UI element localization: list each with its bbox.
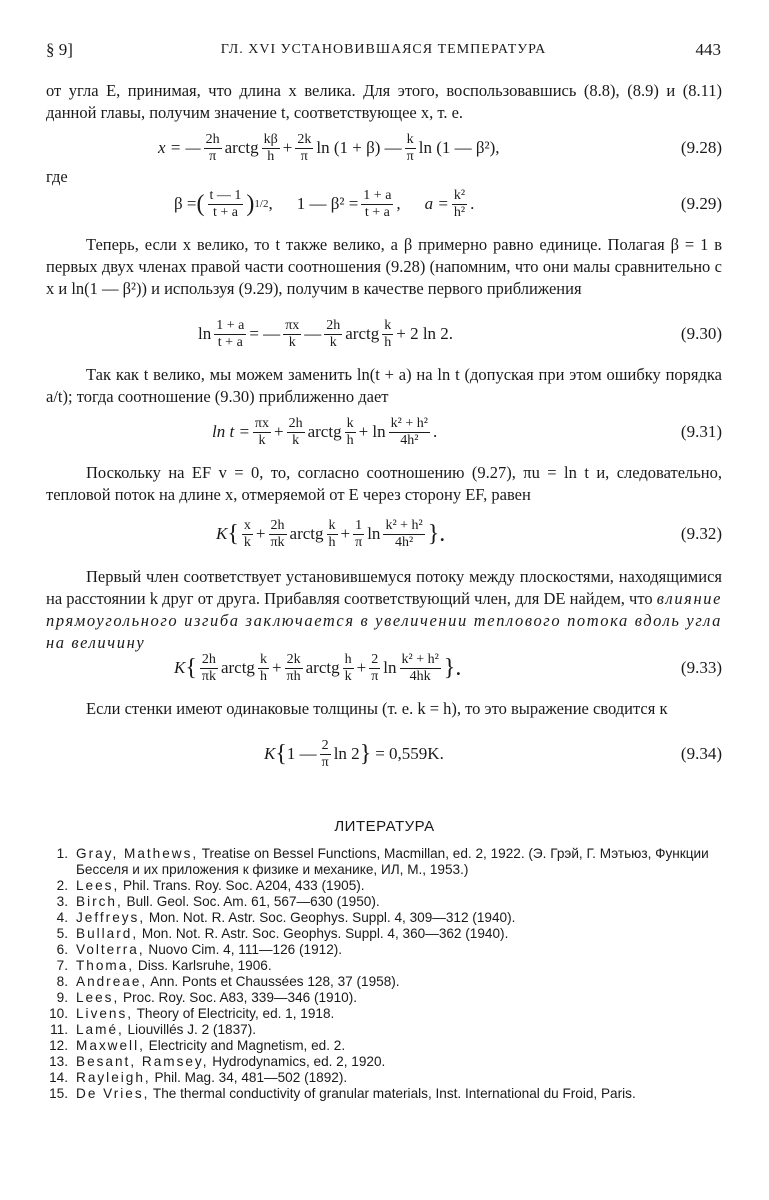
reference-item <box>46 1086 726 1102</box>
eq-term: . <box>470 194 475 213</box>
eq-term: + <box>255 524 266 543</box>
reference-number: 5. <box>56 926 68 941</box>
reference-item <box>46 894 726 910</box>
eq-term: a = <box>424 194 449 213</box>
literature-heading: ЛИТЕРАТУРА <box>334 818 435 835</box>
reference-author: Livens, <box>76 1006 134 1021</box>
eq-term: + 2 ln 2. <box>396 324 454 343</box>
exponent: 1/2 <box>254 198 269 210</box>
reference-item <box>46 942 726 958</box>
reference-author: Rayleigh, <box>76 1070 151 1085</box>
reference-author: Andreae, <box>76 974 148 989</box>
eq-term: ln (1 + β) — <box>316 138 402 157</box>
reference-text: Bull. Geol. Soc. Am. 61, 567—630 (1950). <box>122 894 380 909</box>
fraction: $\frac{1 + a}{t + a}$ <box>216 317 245 350</box>
equation-number: (9.32) <box>680 524 722 543</box>
eq-term: ln (1 — β²), <box>418 138 500 157</box>
fraction: t — 1 t + a <box>209 187 242 220</box>
eq-term: ln <box>367 524 381 543</box>
reference-number: 12. <box>49 1038 68 1053</box>
reference-number: 1. <box>56 846 68 861</box>
equation-9-29 <box>46 184 722 224</box>
fraction: $\frac{\text{k²}}{\text{h²}}$ <box>453 187 466 220</box>
reference-number: 11. <box>50 1022 68 1037</box>
reference-item <box>46 1070 726 1086</box>
eq-term: , <box>268 194 273 213</box>
equation-9-33 <box>46 648 722 688</box>
eq-term: arctg <box>307 422 342 441</box>
eq-term: ln t = <box>212 422 250 441</box>
reference-author: Lees, <box>76 878 120 893</box>
reference-text: Phil. Mag. 34, 481—502 (1892). <box>150 1070 348 1085</box>
fraction: k² + h² 4h² <box>385 517 423 550</box>
reference-number: 9. <box>56 990 68 1005</box>
reference-author: Bullard, <box>76 926 139 941</box>
section-mark: § 9] <box>46 40 73 59</box>
equation-number: (9.30) <box>680 324 722 343</box>
fraction: $\frac{2k}{\pi}$ <box>297 131 312 164</box>
equation-9-31 <box>46 412 722 452</box>
reference-number: 15. <box>49 1086 68 1101</box>
fraction: k h <box>259 651 267 684</box>
brace-left: { <box>227 521 239 547</box>
brace-right: }. <box>427 521 446 547</box>
reference-author: Birch, <box>76 894 123 909</box>
eq-term: arctg <box>224 138 259 157</box>
reference-item <box>46 1038 726 1054</box>
equation-9-28 <box>46 128 722 168</box>
reference-item <box>46 990 726 1006</box>
eq-term: + <box>356 658 367 677</box>
eq-term: + ln <box>358 422 386 441</box>
reference-author: Lamé, <box>76 1022 124 1037</box>
reference-text: Mon. Not. R. Astr. Soc. Geophys. Suppl. 4, 309—312 (1940). <box>145 910 516 925</box>
emphasized-text: влияние прямоугольного изгиба заключается в увеличении теплового потока вдоль угла на величину <box>46 589 723 652</box>
brace-right: }. <box>443 655 462 681</box>
eq-term: 1 — <box>286 744 317 763</box>
reference-author: Lees, <box>76 990 120 1005</box>
fraction: $\frac{1}{\pi}$ <box>355 517 363 550</box>
page-number: 443 <box>695 40 721 59</box>
eq-term: x = — <box>158 138 201 157</box>
eq-term: K <box>264 744 276 763</box>
equation-number: (9.31) <box>680 422 722 441</box>
eq-term: β = <box>174 194 197 213</box>
equation-number: (9.28) <box>680 138 722 157</box>
reference-number: 2. <box>56 878 68 893</box>
eq-term: + <box>274 422 284 441</box>
reference-number: 7. <box>56 958 68 973</box>
equation-number: (9.34) <box>680 744 722 763</box>
paragraph-4: Поскольку на EF v = 0, то, согласно соотношению (9.27), πu = ln t и, следовательно, тепловой поток на длине x, отмеряемой от E через сторону EF, равен <box>46 463 722 504</box>
eq-term: arctg <box>289 524 324 543</box>
reference-item <box>46 1054 726 1070</box>
equation-9-30 <box>46 314 722 354</box>
reference-author: Besant, Ramsey, <box>76 1054 209 1069</box>
reference-text: Proc. Roy. Soc. A83, 339—346 (1910). <box>119 990 358 1005</box>
reference-text: The thermal conductivity of granular materials, Inst. International du Froid, Paris. <box>149 1086 636 1101</box>
eq-term: + <box>271 658 282 677</box>
reference-item <box>46 958 726 974</box>
fraction: h k <box>344 651 352 684</box>
paragraph-6: Если стенки имеют одинаковые толщины (т. е. k = h), то это выражение сводится к <box>86 699 668 718</box>
reference-text: Theory of Electricity, ed. 1, 1918. <box>133 1006 335 1021</box>
equation-9-32 <box>46 514 722 554</box>
paren-left: ( <box>196 191 205 217</box>
reference-text: Liouvillés J. 2 (1837). <box>123 1022 257 1037</box>
equation-9-34 <box>46 734 722 774</box>
reference-text: Mon. Not. R. Astr. Soc. Geophys. Suppl. 4, 360—362 (1940). <box>138 926 509 941</box>
running-header <box>46 40 721 66</box>
fraction: k h <box>328 517 336 550</box>
reference-item <box>46 926 726 942</box>
reference-number: 4. <box>56 910 68 925</box>
reference-text: Ann. Ponts et Chaussées 128, 37 (1958). <box>147 974 400 989</box>
reference-number: 8. <box>56 974 68 989</box>
fraction: πx k <box>285 317 300 350</box>
reference-item <box>46 974 726 990</box>
fraction: $\frac{\pi x}{k}$ <box>254 415 269 448</box>
fraction: kβ h <box>263 131 278 164</box>
reference-item <box>46 1022 726 1038</box>
equation-number: (9.29) <box>680 194 722 213</box>
fraction: k² + h² 4h² <box>390 415 428 448</box>
reference-number: 14. <box>49 1070 68 1085</box>
eq-term: arctg <box>305 658 340 677</box>
fraction: $\frac{2k}{\pi h}$ <box>286 651 301 684</box>
reference-text: Nuovo Cim. 4, 111—126 (1912). <box>144 942 343 957</box>
eq-term: arctg <box>220 658 255 677</box>
fraction: $\frac{2h}{k}$ <box>288 415 303 448</box>
fraction: x k <box>243 517 251 550</box>
reference-item <box>46 846 726 878</box>
reference-text: Diss. Karlsruhe, 1906. <box>134 958 272 973</box>
eq-term: K <box>174 658 186 677</box>
brace-left: { <box>275 741 287 767</box>
eq-term: = — <box>249 324 281 343</box>
eq-term: — <box>304 324 322 343</box>
reference-author: Gray, Mathews, <box>76 846 199 861</box>
fraction: 2h πk <box>201 651 216 684</box>
fraction: 2 π <box>321 737 329 770</box>
brace-left: { <box>185 655 197 681</box>
eq-term: ln 2 <box>333 744 360 763</box>
eq-term: + <box>282 138 293 157</box>
eq-term: , <box>396 194 401 213</box>
eq-term: = 0,559K. <box>375 744 444 763</box>
reference-text: Electricity and Magnetism, ed. 2. <box>144 1038 346 1053</box>
fraction: k h <box>346 415 354 448</box>
fraction: k h <box>384 317 392 350</box>
where-label: где <box>46 167 68 186</box>
reference-author: Volterra, <box>76 942 145 957</box>
paragraph-1: от угла E, принимая, что длина x велика. Для этого, воспользовавшись (8.8), (8.9) и (8.11) данной главы, получим значение t, соответствующее x, т. е. <box>46 81 722 122</box>
fraction: k π <box>406 131 414 164</box>
reference-list <box>46 846 726 1102</box>
eq-term: + <box>340 524 351 543</box>
paren-right: ) <box>246 191 255 217</box>
chapter-title: ГЛ. XVI УСТАНОВИВШАЯСЯ ТЕМПЕРАТУРА <box>220 42 547 57</box>
eq-term: ln <box>198 324 212 343</box>
eq-term: arctg <box>345 324 380 343</box>
fraction: k² + h² 4hk <box>401 651 439 684</box>
eq-term: K <box>216 524 228 543</box>
fraction: $\frac{2h}{\pi k}$ <box>270 517 285 550</box>
fraction: 2h k <box>326 317 341 350</box>
reference-author: Thoma, <box>76 958 135 973</box>
reference-text: Treatise on Bessel Functions, Macmillan, ed. 2, 1922. (Э. Грэй, Г. Мэтьюз, Функции Бесселя и их приложения к физике и механике, ИЛ, М., 1953.) <box>76 846 709 877</box>
fraction: $\frac{1 + a}{t + a}$ <box>363 187 392 220</box>
eq-term: ln <box>383 658 397 677</box>
eq-term: 1 — β² = <box>296 194 359 213</box>
fraction: $\frac{2}{\pi}$ <box>371 651 379 684</box>
reference-number: 3. <box>56 894 68 909</box>
reference-number: 13. <box>49 1054 68 1069</box>
reference-author: Jeffreys, <box>76 910 146 925</box>
reference-text: Hydrodynamics, ed. 2, 1920. <box>208 1054 386 1069</box>
paragraph-5: Первый член соответствует установившемуся потоку между плоскостями, находящимися на расстоянии k друг от друга. Прибавляя соответствующий член, для DE найдем, что влияние прямоугольного изгиба заключается в увеличении теплового потока вдоль угла на величину <box>46 567 723 652</box>
reference-author: De Vries, <box>76 1086 150 1101</box>
reference-item <box>46 878 726 894</box>
reference-item <box>46 910 726 926</box>
paragraph-2: Теперь, если x велико, то t также велико, а β примерно равно единице. Полагая β = 1 в первых двух членах правой части соотношения (9.28) (напомним, что они малы сравнительно с x и ln(1 — β²)) и используя (9.29), получим в качестве первого приближения <box>46 235 722 298</box>
reference-number: 10. <box>49 1006 68 1021</box>
reference-text: Phil. Trans. Roy. Soc. A204, 433 (1905). <box>119 878 365 893</box>
fraction: 2h π <box>205 131 220 164</box>
equation-number: (9.33) <box>680 658 722 677</box>
paragraph-3: Так как t велико, мы можем заменить ln(t + a) на ln t (допуская при этом ошибку порядка a/t); тогда соотношение (9.30) приближенно дает <box>46 365 722 406</box>
reference-item <box>46 1006 726 1022</box>
brace-right: } <box>359 741 372 767</box>
reference-author: Maxwell, <box>76 1038 145 1053</box>
reference-number: 6. <box>56 942 68 957</box>
eq-term: . <box>432 422 438 441</box>
